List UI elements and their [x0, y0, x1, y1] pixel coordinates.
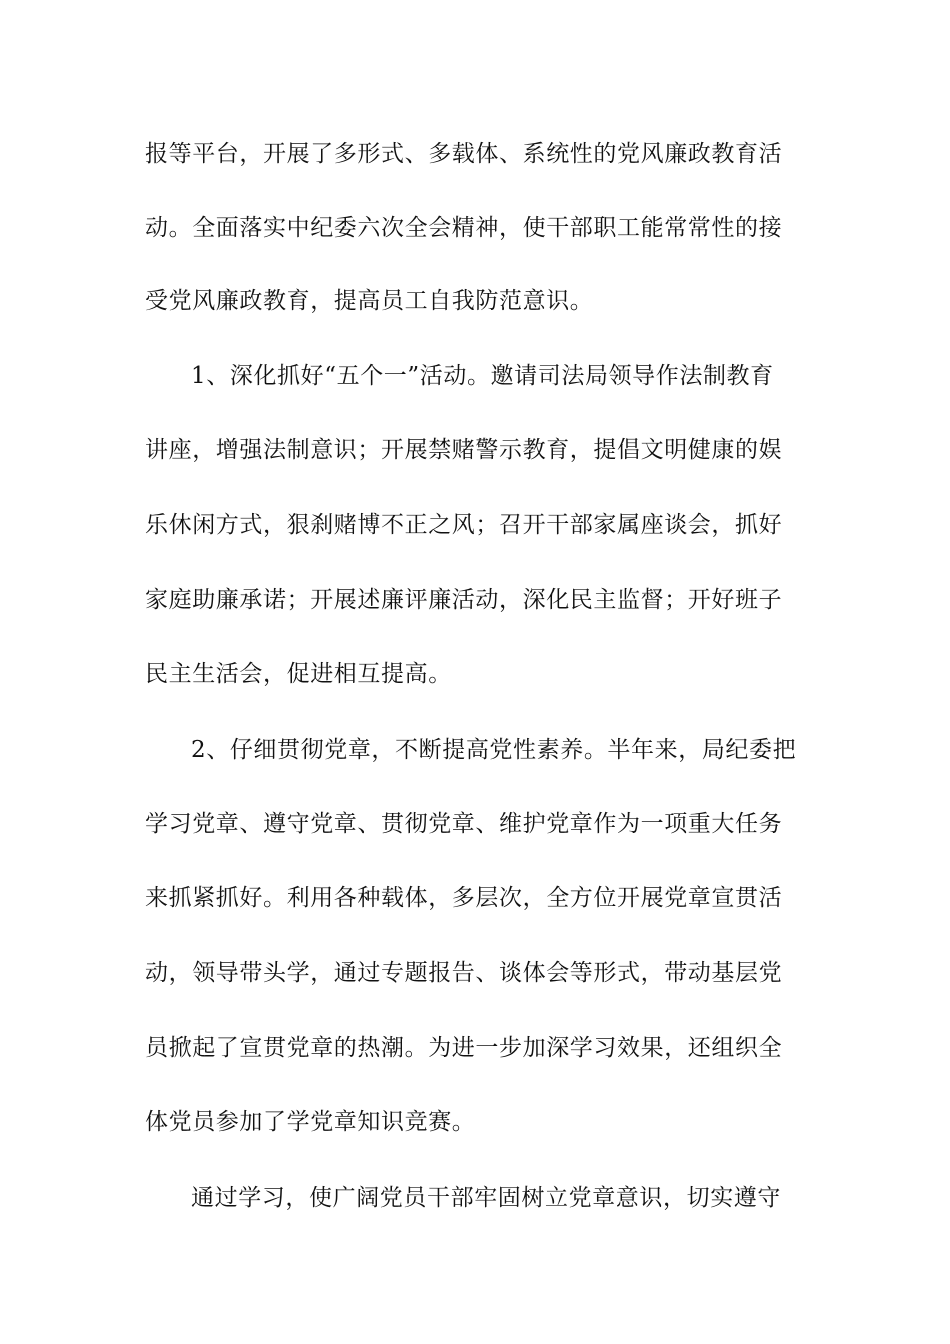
paragraph-start-line: 通过学习，使广阔党员干部牢固树立党章意识，切实遵守 [191, 1185, 781, 1211]
text-line: 体党员参加了学党章知识竞赛。 [145, 1109, 476, 1135]
paragraph-start-line: 1、深化抓好“五个一”活动。邀请司法局领导作法制教育 [191, 363, 774, 389]
text-line: 讲座，增强法制意识；开展禁赌警示教育，提倡文明健康的娱 [145, 437, 783, 463]
text-line: 受党风廉政教育，提高员工自我防范意识。 [145, 288, 594, 314]
text-line: 来抓紧抓好。利用各种载体，多层次，全方位开展党章宣贯活 [145, 885, 783, 911]
text-line: 动，领导带头学，通过专题报告、谈体会等形式，带动基层党 [145, 960, 783, 986]
text-line: 报等平台，开展了多形式、多载体、系统性的党风廉政教育活 [145, 141, 783, 167]
text-line: 学习党章、遵守党章、贯彻党章、维护党章作为一项重大任务 [145, 811, 783, 837]
text-line: 员掀起了宣贯党章的热潮。为进一步加深学习效果，还组织全 [145, 1035, 783, 1061]
text-line: 乐休闲方式，狠刹赌博不正之风；召开干部家属座谈会，抓好 [145, 512, 783, 538]
paragraph-start-line: 2、仔细贯彻党章，不断提高党性素养。半年来，局纪委把 [191, 737, 797, 763]
text-line: 家庭助廉承诺；开展述廉评廉活动，深化民主监督；开好班子 [145, 587, 783, 613]
text-line: 动。全面落实中纪委六次全会精神，使干部职工能常常性的接 [145, 215, 783, 241]
text-line: 民主生活会，促进相互提高。 [145, 661, 452, 687]
